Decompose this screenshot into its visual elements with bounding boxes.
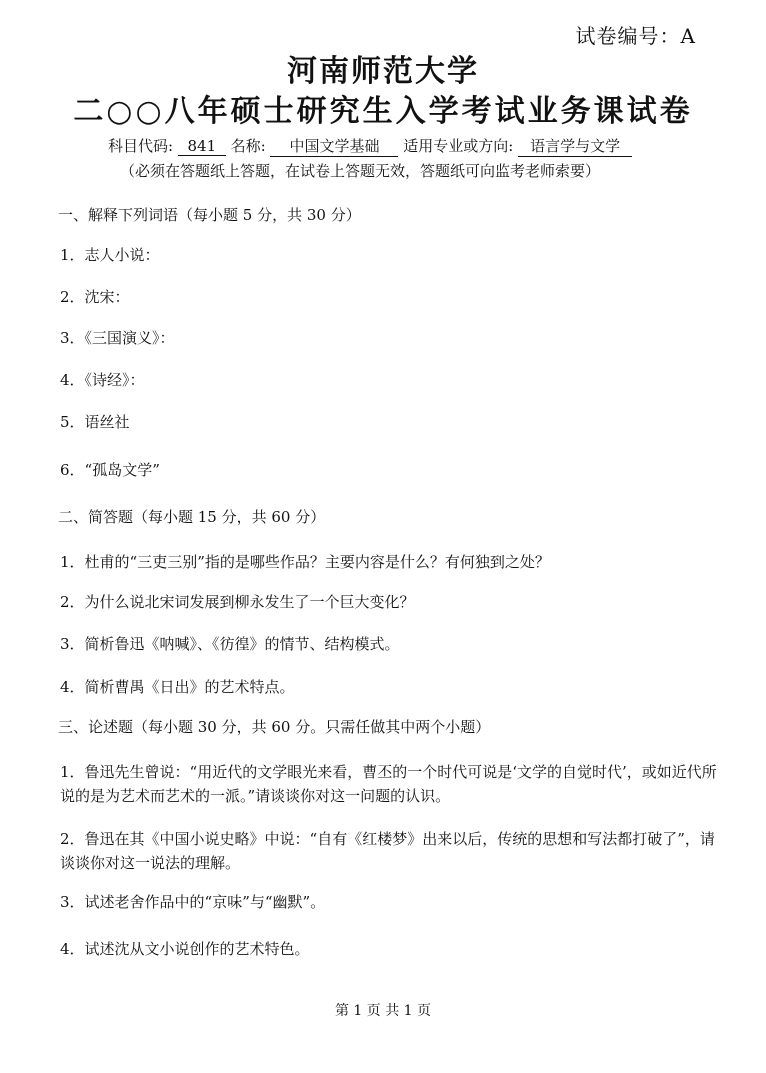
major-label: 适用专业或方向:	[403, 137, 514, 155]
exam-title: 二○○八年硕士研究生入学考试业务课试卷	[73, 94, 693, 129]
subject-name-label: 名称:	[230, 137, 266, 155]
question-3-3: 3．试述老舍作品中的“京味”与“幽默”。	[60, 893, 326, 911]
section-heading-1: 一、解释下列词语（每小题 5 分，共 30 分）	[58, 206, 361, 224]
question-3-1: 1．鲁迅先生曾说：“用近代的文学眼光来看，曹丕的一个时代可说是‘文学的自觉时代’，或如近代所说的是为艺术而艺术的一派。”请谈谈你对这一问题的认识。	[60, 763, 717, 805]
question-2-1: 1．杜甫的“三吏三别”指的是哪些作品？主要内容是什么？有何独到之处？	[60, 553, 550, 571]
school-name: 河南师范大学	[287, 54, 479, 89]
question-2-4: 4．简析曹禺《日出》的艺术特点。	[60, 678, 295, 696]
subject-name-value: 中国文学基础	[270, 135, 398, 157]
question-1-6: 6．“孤岛文学”	[60, 461, 160, 479]
question-1-4: 4．《诗经》：	[60, 371, 145, 389]
section-heading-2: 二、简答题（每小题 15 分，共 60 分）	[58, 508, 326, 526]
paper-code: 试卷编号：A	[575, 24, 696, 48]
question-2-2: 2．为什么说北宋词发展到柳永发生了一个巨大变化？	[60, 593, 415, 611]
page-footer: 第 1 页 共 1 页	[334, 1003, 432, 1019]
subject-code-value: 841	[178, 137, 226, 156]
subject-info-line	[108, 135, 632, 157]
answer-notice: （必须在答题纸上答题，在试卷上答题无效，答题纸可向监考老师索要）	[120, 162, 601, 180]
question-3-2: 2．鲁迅在其《中国小说史略》中说：“自有《红楼梦》出来以后，传统的思想和写法都打破了”，请谈谈你对这一说法的理解。	[60, 830, 715, 872]
question-1-5: 5．语丝社	[60, 413, 130, 431]
question-2-3: 3．简析鲁迅《呐喊》、《彷徨》的情节、结构模式。	[60, 635, 400, 653]
question-1-2: 2．沈宋：	[60, 288, 130, 306]
subject-code-label: 科目代码:	[108, 137, 174, 155]
question-1-3: 3．《三国演义》：	[60, 329, 175, 347]
major-value: 语言学与文学	[518, 135, 632, 157]
question-3-4: 4．试述沈从文小说创作的艺术特色。	[60, 940, 310, 958]
section-heading-3: 三、论述题（每小题 30 分，共 60 分。只需任做其中两个小题）	[58, 718, 491, 736]
question-1-1: 1．志人小说：	[60, 246, 160, 264]
